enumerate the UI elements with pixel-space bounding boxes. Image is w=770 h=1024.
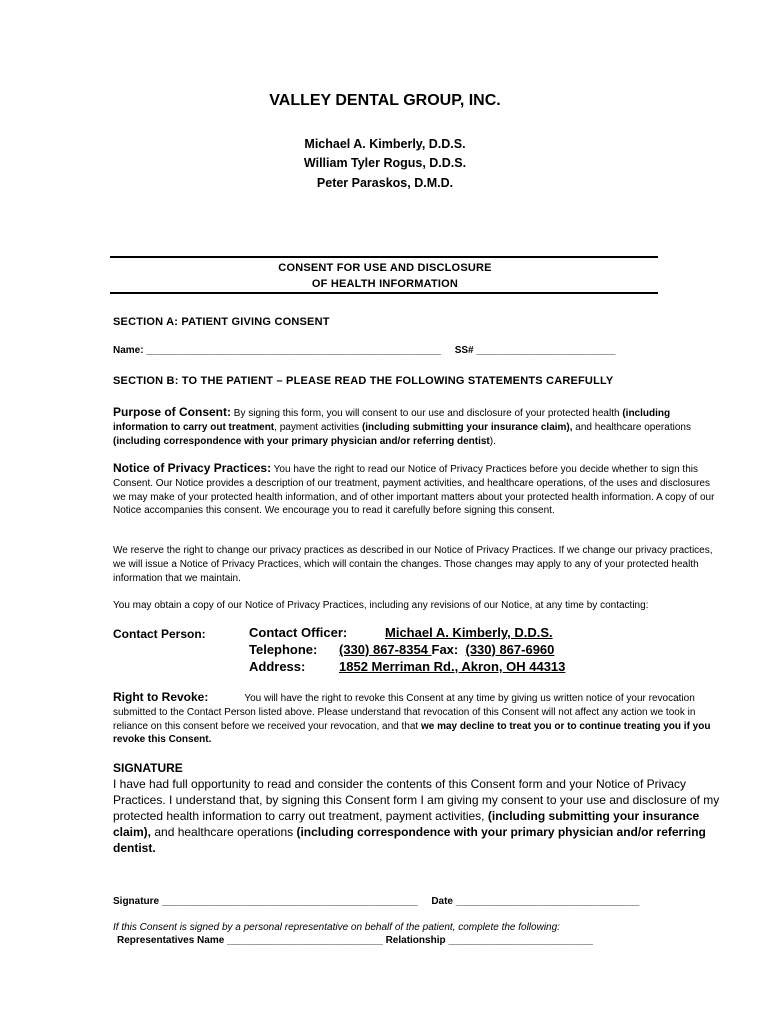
form-title-line-2: OF HEALTH INFORMATION xyxy=(311,278,459,290)
telephone-value: (330) 867-8354 xyxy=(339,642,432,657)
doctor-name-3: Peter Paraskos, D.M.D. xyxy=(316,176,454,190)
purpose-text-2: , payment activities xyxy=(274,421,362,433)
notice-text: You have the right to read our Notice of Privacy Practices before you decide whether to sign this Consent. Our Notice provides a description of our treatment, payment activities, and healthcare operations, of the uses and disclosures we may make of your protected health information, and of other important matters about your protected health information. A copy of our Notice accompanies this consent. We encourage you to read it carefully before signing this consent. xyxy=(113,464,715,517)
signature-blank[interactable]: ______________________________________________ xyxy=(161,896,418,907)
signature-paragraph xyxy=(113,776,725,856)
signature-bold-2: (including correspondence with your primary physician and/or referring dentist. xyxy=(113,825,706,855)
section-b-heading: SECTION B: TO THE PATIENT – PLEASE READ THE FOLLOWING STATEMENTS CAREFULLY xyxy=(113,375,614,387)
name-field[interactable] xyxy=(113,345,615,356)
revoke-bold: we may decline to treat you or to continue treating you if you revoke this Consent. xyxy=(113,720,711,746)
address-value: 1852 Merriman Rd., Akron, OH 44313 xyxy=(339,659,566,674)
doctor-name-2: William Tyler Rogus, D.D.S. xyxy=(303,156,467,170)
obtain-paragraph: You may obtain a copy of our Notice of Privacy Practices, including any revisions of our Notice, at any time by contacting: xyxy=(113,600,649,611)
purpose-lead: Purpose of Consent: xyxy=(113,405,232,419)
relationship-blank[interactable]: __________________________ xyxy=(448,935,593,946)
contact-officer-value: Michael A. Kimberly, D.D.S. xyxy=(385,625,553,640)
revoke-lead: Right to Revoke: xyxy=(113,690,209,704)
doctor-name-1: Michael A. Kimberly, D.D.S. xyxy=(304,137,466,151)
ss-blank[interactable]: _________________________ xyxy=(476,345,616,356)
telephone-fax-line xyxy=(339,642,554,657)
representative-line xyxy=(117,935,593,946)
contact-officer-label: Contact Officer: xyxy=(249,625,348,640)
purpose-bold-1: (including information to carry out treatment xyxy=(113,408,671,433)
notice-lead: Notice of Privacy Practices: xyxy=(113,461,272,475)
contact-person-label: Contact Person: xyxy=(113,627,206,641)
representative-note: If this Consent is signed by a personal representative on behalf of the patient, complete the following: xyxy=(113,922,560,933)
signature-text-1: I have had full opportunity to read and consider the contents of this Consent form and your Notice of Privacy Practices. I understand that, by signing this Consent form I am giving my consent to your use and disclosure of my protected health information to carry out treatment, payment activities, xyxy=(113,777,720,823)
signature-label: Signature xyxy=(113,896,160,907)
signature-line xyxy=(113,896,639,907)
date-blank[interactable]: _________________________________ xyxy=(455,896,640,907)
bottom-rule xyxy=(110,292,658,294)
telephone-label: Telephone: xyxy=(249,642,318,657)
date-label: Date xyxy=(431,896,453,907)
purpose-text-4: ). xyxy=(489,435,496,447)
representative-name-blank[interactable]: ____________________________ xyxy=(227,935,383,946)
purpose-text-3: and healthcare operations xyxy=(572,421,691,433)
representative-name-label: Representatives Name xyxy=(117,935,225,946)
signature-text-2: and healthcare operations xyxy=(151,825,297,839)
address-label: Address: xyxy=(249,659,306,674)
purpose-paragraph xyxy=(113,406,725,448)
reserve-paragraph: We reserve the right to change our privacy practices as described in our Notice of Privacy Practices. If we change our privacy practices, we will issue a Notice of Privacy Practices, which will contain the changes. Those changes may apply to any of your protected health information that we maintain. xyxy=(113,545,713,584)
fax-label: Fax: xyxy=(431,642,459,657)
relationship-label: Relationship xyxy=(385,935,446,946)
revoke-text: You will have the right to revoke this Consent at any time by giving us written notice of your revocation submitted to the Contact Person listed above. Please understand that revocation of this Consent will not affect any action we took in reliance on this consent before we received your revocation, and that xyxy=(113,693,696,732)
purpose-bold-3: (including correspondence with your primary physician and/or referring dentist xyxy=(113,435,490,447)
top-rule xyxy=(110,256,658,258)
practice-title: VALLEY DENTAL GROUP, INC. xyxy=(269,92,501,109)
ss-label: SS# xyxy=(454,345,474,356)
name-blank[interactable]: _____________________________________________________ xyxy=(146,345,442,356)
revoke-paragraph xyxy=(113,691,725,747)
purpose-text-1: By signing this form, you will consent to our use and disclosure of your protected health xyxy=(231,408,623,419)
section-a-heading: SECTION A: PATIENT GIVING CONSENT xyxy=(113,316,330,328)
fax-value: (330) 867-6960 xyxy=(465,642,555,657)
purpose-bold-2: (including submitting your insurance claim), xyxy=(361,421,573,433)
notice-paragraph xyxy=(113,462,725,518)
signature-heading: SIGNATURE xyxy=(113,761,183,775)
signature-bold-1: (including submitting your insurance claim), xyxy=(113,809,700,839)
name-label: Name: xyxy=(113,345,144,356)
form-title-line-1: CONSENT FOR USE AND DISCLOSURE xyxy=(278,262,492,274)
